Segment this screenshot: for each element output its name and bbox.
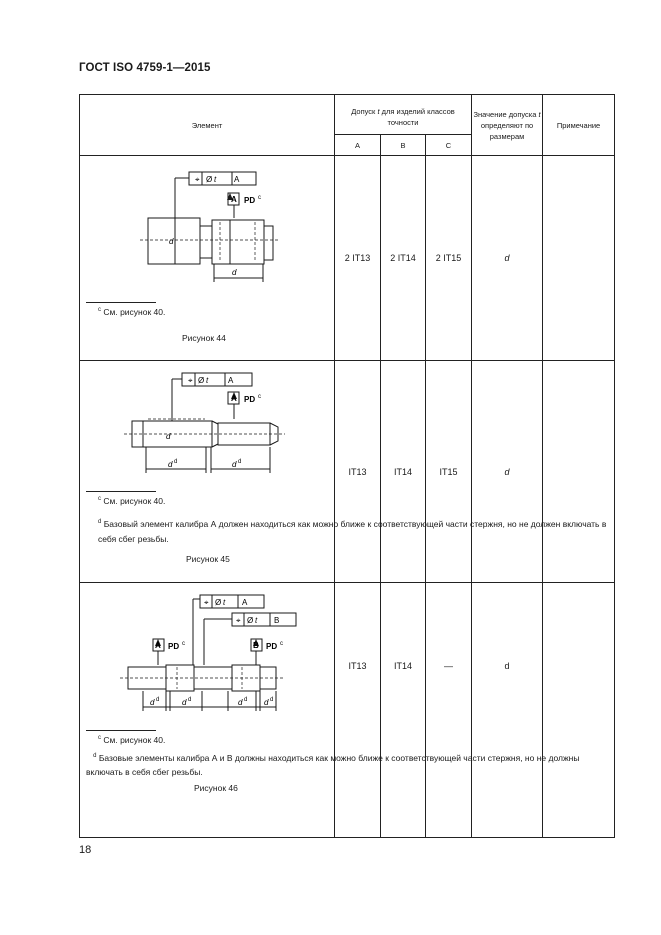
tolerance-table <box>79 94 615 838</box>
footnote-separator <box>86 491 156 492</box>
diameter-symbol: Ø <box>198 376 205 385</box>
pd-label: PD <box>244 395 256 404</box>
class-a-value: 2 IT13 <box>335 156 381 361</box>
length-superscript-right: d <box>238 459 242 465</box>
length-superscript: d <box>156 697 160 703</box>
value-by-cell: d <box>472 361 543 583</box>
class-c-value: 2 IT15 <box>426 156 472 361</box>
length-superscript-left: d <box>174 459 178 465</box>
figure-caption: Рисунок 46 <box>194 783 238 793</box>
figure-44-drawing <box>80 156 335 361</box>
diameter-symbol: Ø <box>215 598 222 607</box>
pd-superscript: c <box>280 641 283 647</box>
document-title: ГОСТ ISO 4759-1—2015 <box>79 62 211 74</box>
diameter-label: d <box>169 237 174 246</box>
length-label-left: d <box>168 460 173 469</box>
datum-a-label: A <box>231 394 237 403</box>
pd-label: PD <box>266 642 278 651</box>
header-class-c: C <box>426 135 472 156</box>
figure-45-drawing <box>80 361 335 511</box>
length-label: d <box>264 698 269 707</box>
class-b-value: 2 IT14 <box>381 156 426 361</box>
length-label: d <box>150 698 155 707</box>
header-value-by: Значение допуска t определяют по размерам <box>472 95 543 156</box>
position-symbol: ⌖ <box>204 598 209 607</box>
pd-label: PD <box>168 642 180 651</box>
footnote: $^d$ Базовый элемент калибра А должен находиться как можно ближе к соответствующей части стержня, но не должен включать в себя сбег резьбы. <box>98 518 607 544</box>
diameter-symbol: Ø <box>247 616 254 625</box>
header-tolerance-group: Допуск t для изделий классов точности <box>335 95 472 135</box>
class-b-value: IT14 <box>381 583 426 838</box>
class-c-value: — <box>426 583 472 838</box>
footnote: $^c$ См. рисунок 40. <box>98 307 166 317</box>
value-by-cell: d <box>472 583 543 838</box>
note-cell <box>543 361 615 583</box>
datum-a-label: A <box>231 195 237 204</box>
length-superscript: d <box>270 697 274 703</box>
footnote-separator <box>86 302 156 303</box>
length-label: d <box>238 698 243 707</box>
class-a-value: IT13 <box>335 583 381 838</box>
class-b-value: IT14 <box>381 361 426 583</box>
pd-superscript: c <box>182 641 185 647</box>
table-row <box>80 156 615 361</box>
figure-caption: Рисунок 45 <box>186 554 230 564</box>
class-c-value: IT15 <box>426 361 472 583</box>
table-row <box>80 583 615 838</box>
diameter-label: d <box>166 432 171 441</box>
page-number: 18 <box>79 844 92 856</box>
length-superscript: d <box>244 697 248 703</box>
datum-ref-a: A <box>228 376 234 385</box>
datum-ref-a: A <box>242 598 248 607</box>
length-label: d <box>182 698 187 707</box>
datum-a-label: A <box>155 641 161 650</box>
tolerance-label: t <box>214 175 217 184</box>
table-row <box>80 361 615 583</box>
thread-diameter-label: d <box>232 268 237 277</box>
pd-label: PD <box>244 196 256 205</box>
position-symbol: ⌖ <box>188 376 193 385</box>
figure-caption: Рисунок 44 <box>182 333 226 343</box>
pd-superscript: c <box>258 195 261 201</box>
diameter-symbol: Ø <box>206 175 213 184</box>
datum-b-label: B <box>253 641 259 650</box>
footnote: $^c$ См. рисунок 40. <box>98 496 166 506</box>
note-cell <box>543 156 615 361</box>
position-symbol: ⌖ <box>195 175 200 184</box>
position-symbol: ⌖ <box>236 616 241 625</box>
length-superscript: d <box>188 697 192 703</box>
class-a-value: IT13 <box>335 361 381 583</box>
tolerance-label: t <box>255 616 258 625</box>
value-by-cell: d <box>472 156 543 361</box>
tolerance-label: t <box>206 376 209 385</box>
datum-ref-a: A <box>234 175 240 184</box>
tolerance-label: t <box>223 598 226 607</box>
header-element: Элемент <box>80 95 335 156</box>
footnote: $^c$ См. рисунок 40. <box>98 735 166 745</box>
pd-superscript: c <box>258 394 261 400</box>
note-cell <box>543 583 615 838</box>
element-cell-fig44 <box>80 156 335 361</box>
footnote: $^d$ Базовые элементы калибра А и В должны находиться как можно ближе к соответствующей части стержня, но не должны включать в себя сбег резьбы. <box>86 752 580 777</box>
footnote-separator <box>86 730 156 731</box>
header-class-a: A <box>335 135 381 156</box>
header-class-b: B <box>381 135 426 156</box>
length-label-right: d <box>232 460 237 469</box>
datum-ref-b: B <box>274 616 280 625</box>
figure-46-drawing <box>80 583 335 733</box>
header-note: Примечание <box>543 95 615 156</box>
